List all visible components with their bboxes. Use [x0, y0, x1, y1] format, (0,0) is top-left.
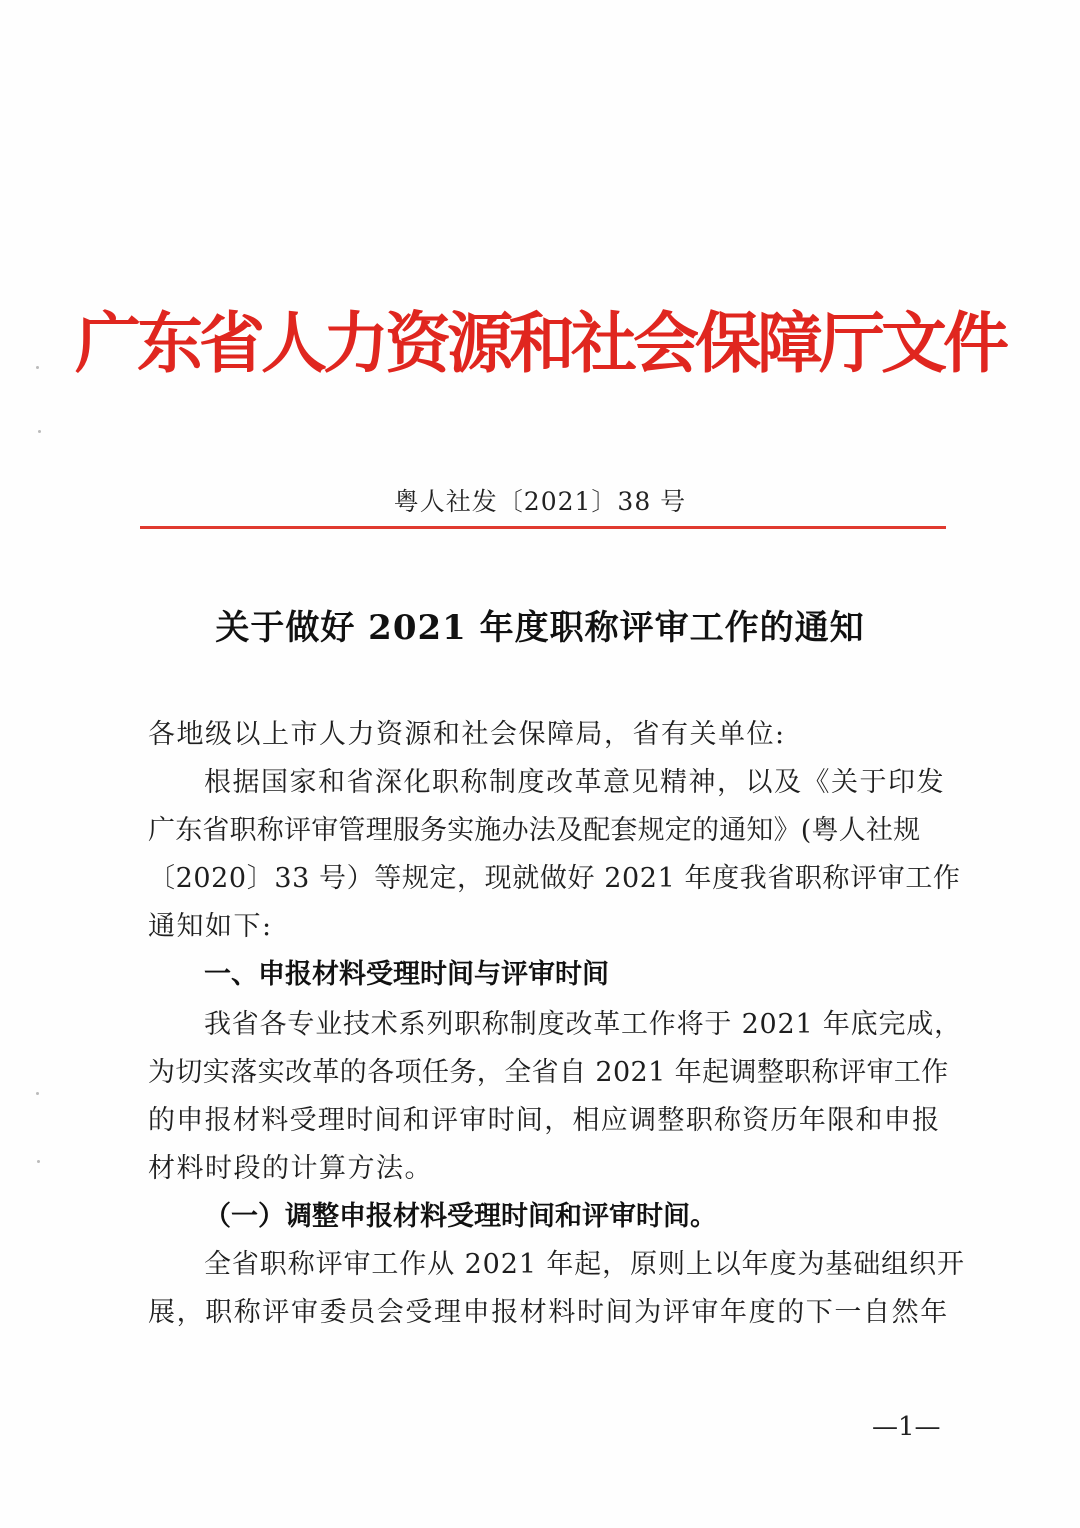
addressee-line: 各地级以上市人力资源和社会保障局，省有关单位: [148, 719, 786, 750]
scan-speck [37, 1160, 40, 1163]
issuing-authority-header: 广东省人力资源和社会保障厅文件 [75, 305, 1005, 382]
page-number: —1— [872, 1412, 941, 1442]
red-separator-line [140, 526, 946, 529]
scan-speck [38, 430, 41, 433]
paragraph-line: 我省各专业技术系列职称制度改革工作将于 2021 年底完成， [204, 1009, 962, 1040]
paragraph-line: 为切实落实改革的各项任务，全省自 2021 年起调整职称评审工作 [148, 1057, 949, 1088]
scan-speck [36, 1092, 39, 1095]
paragraph-line: 广东省职称评审管理服务实施办法及配套规定的通知》(粤人社规 [148, 815, 921, 846]
paragraph-line: 根据国家和省深化职称制度改革意见精神，以及《关于印发 [204, 767, 945, 798]
paragraph-line: 展，职称评审委员会受理申报材料时间为评审年度的下一自然年 [148, 1297, 949, 1328]
paragraph-line: 通知如下: [148, 911, 273, 942]
notice-title: 关于做好 2021 年度职称评审工作的通知 [215, 608, 865, 648]
subsection-heading: （一）调整申报材料受理时间和评审时间。 [204, 1201, 717, 1232]
paragraph-line: 的申报材料受理时间和评审时间，相应调整职称资历年限和申报 [148, 1105, 941, 1136]
section-heading: 一、申报材料受理时间与评审时间 [204, 959, 609, 990]
paragraph-line: 〔2020〕33 号）等规定，现就做好 2021 年度我省职称评审工作 [148, 863, 961, 894]
document-number: 粤人社发〔2021〕38 号 [393, 487, 687, 516]
paragraph-line: 材料时段的计算方法。 [148, 1153, 433, 1184]
paragraph-line: 全省职称评审工作从 2021 年起，原则上以年度为基础组织开 [204, 1249, 965, 1280]
